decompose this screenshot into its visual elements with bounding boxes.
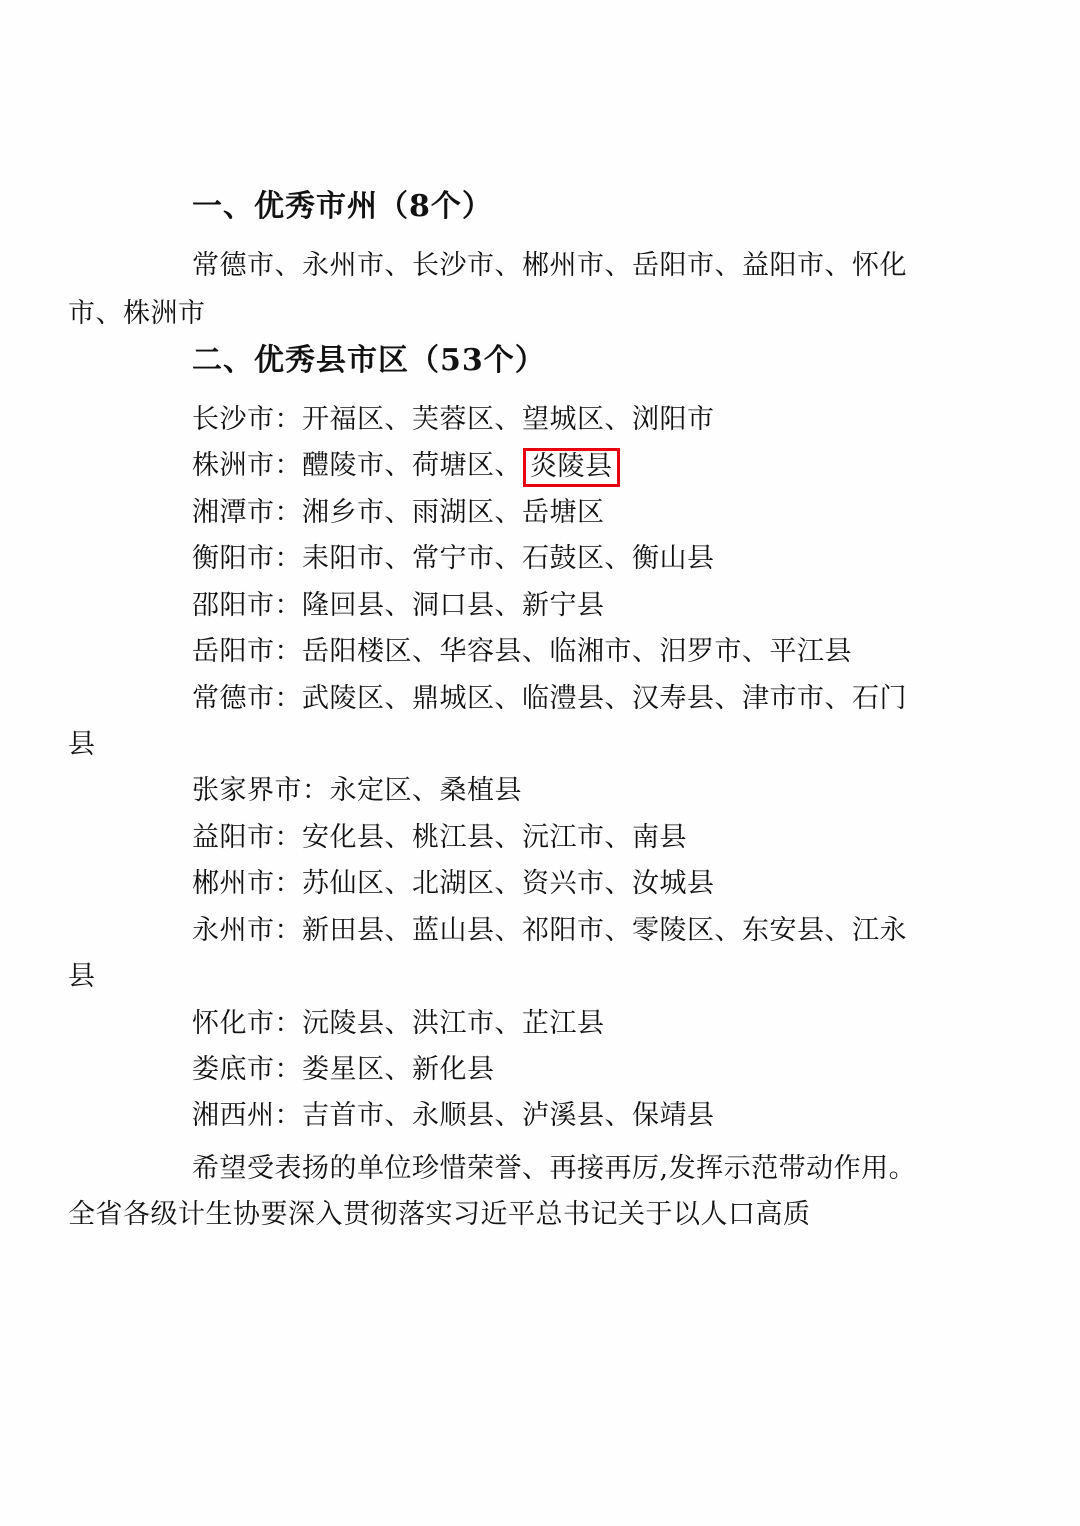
list-item-huaihua — [130, 1001, 955, 1047]
paragraph-excellent-cities-line-1: 常德市、永州市、长沙市、郴州市、岳阳市、益阳市、怀化 — [192, 249, 907, 281]
city-label-xiangxi: 湘西州： — [192, 1100, 302, 1132]
city-items-changsha: 开福区、芙蓉区、望城区、浏阳市 — [302, 403, 715, 435]
list-item-xiangtan — [130, 490, 955, 536]
city-label-yiyang: 益阳市： — [192, 821, 302, 853]
list-item-yongzhou-overflow: 县 — [68, 961, 96, 993]
city-label-huaihua: 怀化市： — [192, 1007, 302, 1039]
list-item-zhangjiajie — [130, 768, 955, 814]
city-label-xiangtan: 湘潭市： — [192, 496, 302, 528]
city-items-hengyang: 耒阳市、常宁市、石鼓区、衡山县 — [302, 543, 715, 575]
city-items-loudi: 娄星区、新化县 — [302, 1054, 495, 1085]
list-item-zhuzhou — [130, 443, 955, 489]
closing-line-1: 希望受表扬的单位珍惜荣誉、再接再厉,发挥示范带动作用。 — [192, 1152, 917, 1184]
list-item-yueyang — [130, 629, 955, 675]
list-item-shaoyang — [130, 583, 955, 629]
city-items-zhuzhou: 醴陵市、荷塘区、 — [302, 450, 522, 482]
city-items-changde: 武陵区、鼎城区、临澧县、汉寿县、津市市、石门 — [302, 682, 907, 714]
closing-paragraph — [68, 1146, 955, 1239]
paragraph-excellent-cities-line-2: 市、株洲市 — [68, 297, 206, 329]
city-items-zhangjiajie: 永定区、桑植县 — [329, 775, 522, 807]
list-item-loudi — [130, 1047, 955, 1093]
city-items-yiyang: 安化县、桃江县、沅江市、南县 — [302, 821, 687, 853]
closing-line-2: 全省各级计生协要深入贯彻落实习近平总书记关于以人口高质 — [68, 1199, 811, 1231]
list-item-hengyang — [130, 536, 955, 582]
city-label-changsha: 长沙市： — [192, 403, 302, 435]
city-label-chenzhou: 郴州市： — [192, 868, 302, 900]
section-heading-excellent-counties: 二、优秀县市区（53个） — [192, 343, 546, 379]
city-label-hengyang: 衡阳市： — [192, 543, 302, 575]
city-items-yueyang: 岳阳楼区、华容县、临湘市、汨罗市、平江县 — [302, 636, 852, 668]
list-item-changde — [130, 676, 955, 722]
city-label-changde: 常德市： — [192, 682, 302, 714]
city-label-zhuzhou: 株洲市： — [192, 450, 302, 482]
city-items-xiangtan: 湘乡市、雨湖区、岳塘区 — [302, 496, 605, 528]
highlight-yanling-county: 炎陵县 — [523, 448, 620, 487]
city-items-shaoyang: 隆回县、洞口县、新宁县 — [302, 589, 605, 621]
city-label-loudi: 娄底市： — [192, 1054, 302, 1085]
list-item-changde-overflow: 县 — [68, 728, 96, 760]
city-items-huaihua: 沅陵县、洪江市、芷江县 — [302, 1007, 605, 1039]
city-items-xiangxi: 吉首市、永顺县、泸溪县、保靖县 — [302, 1100, 715, 1132]
city-label-shaoyang: 邵阳市： — [192, 589, 302, 621]
section-heading-excellent-cities: 一、优秀市州（8个） — [192, 189, 493, 224]
city-label-yueyang: 岳阳市： — [192, 636, 302, 668]
list-item-chenzhou — [130, 861, 955, 907]
list-item-xiangxi — [130, 1093, 955, 1139]
city-label-yongzhou: 永州市： — [192, 914, 302, 946]
city-label-zhangjiajie: 张家界市： — [192, 775, 330, 807]
list-item-changsha — [130, 397, 955, 443]
list-item-yiyang — [130, 815, 955, 861]
document-body — [68, 185, 955, 1239]
city-items-chenzhou: 苏仙区、北湖区、资兴市、汝城县 — [302, 868, 715, 900]
city-items-yongzhou: 新田县、蓝山县、祁阳市、零陵区、东安县、江永 — [302, 914, 907, 946]
list-item-yongzhou — [130, 908, 955, 954]
